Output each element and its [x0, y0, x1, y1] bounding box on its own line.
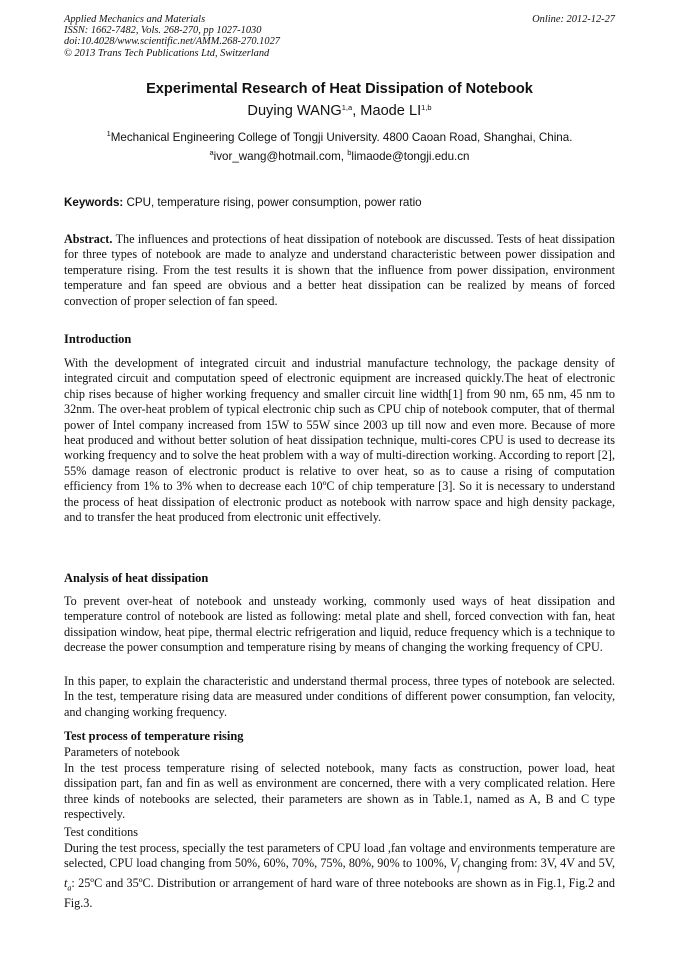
online-date: Online: 2012-12-27	[532, 14, 615, 25]
email-separator: ,	[340, 150, 348, 163]
text-run: changing from: 3V, 4V and 5V,	[459, 856, 615, 871]
abstract	[64, 232, 615, 309]
affiliation	[64, 131, 615, 144]
author-affiliation-mark: 1,b	[421, 103, 432, 112]
analysis-paragraph: In this paper, to explain the characteristic and understand thermal process, three types of notebook are selected. In the test, temperature rising data are measured under conditions of different power consumption, fan velocity, and changing working frequency.	[64, 674, 615, 719]
author-name: Maode LI	[360, 103, 422, 119]
author-name: Duying WANG	[247, 103, 342, 119]
test-conditions-paragraph	[64, 841, 615, 912]
abstract-text: The influences and protections of heat dissipation of notebook are discussed. Tests of heat dissipation for three types of notebook are made to analyze and understand characteristic between power dissipation and temperature rising. From the test results it is shown that the influence from power dissipation, environment temperature and fan speed are obvious and a better heat dissipation can be realized by means of forced convection of proper selection of fan speed.	[64, 232, 615, 308]
analysis-paragraph: To prevent over-heat of notebook and unsteady working, commonly used ways of heat dissipation and temperature control of notebook are listed as following: metal plate and shell, forced convection with fan, heat dissipation window, heat pipe, thermal electric refrigeration and liquid, reduce frequency which is a technique to decrease the power consumption and temperature rising by means of changing the working frequency of CPU.	[64, 594, 615, 655]
journal-header	[64, 14, 615, 59]
subsection-heading: Test conditions	[64, 825, 138, 839]
author-list	[64, 103, 615, 119]
text-run: During the test process, specially the test parameters of CPU load ,fan voltage and environments temperature are selected, CPU load changing from 50%, 60%, 70%, 75%, 80%, 90% to 100%,	[64, 841, 615, 871]
doi-link[interactable]: doi:10.4028/www.scientific.net/AMM.268-270.1027	[64, 36, 280, 48]
subsection-heading: Parameters of notebook	[64, 745, 180, 759]
symbol-ambient-temperature: t	[64, 876, 68, 891]
introduction-paragraph: With the development of integrated circuit and industrial manufacture technology, the package density of integrated circuit and computation speed of electronic equipment are increased quickly.The heat of electronic chip rises because of higher working frequency and smaller circuit line width[1] from 90 nm, 65 nm, 45 nm to 32nm. The over-heat problem of typical electronic chip such as CPU chip of notebook computer, that of thermal power of Intel company increased from 15W to 55W since 2003 up till now and even more. Because of more heat produced and without better solution of heat dissipation technique, multi-cores CPU is used to decrease its working frequency and to solve the heat problem with a way of multi-direction working. According to report [2], 55% damage reason of electronic product is relative to over heat, so as to cause a rising of computation efficiency from 1% to 3% when to decrease each 10ºC of chip temperature [3]. So it is necessary to understand the process of heat dissipation of electronic product as notebook with narrow space and high density package, and to transfer the heat produced from electronic unit effectively.	[64, 356, 615, 525]
journal-name: Applied Mechanics and Materials	[64, 14, 206, 25]
abstract-label: Abstract.	[64, 232, 113, 246]
keywords-text: CPU, temperature rising, power consumption, power ratio	[123, 196, 422, 209]
author-affiliation-mark: 1,a	[341, 103, 353, 112]
email-mark: b	[347, 148, 352, 157]
author-emails	[64, 150, 615, 163]
email-mark: a	[209, 148, 214, 157]
section-heading-introduction: Introduction	[64, 332, 132, 346]
section-heading-test-process: Test process of temperature rising	[64, 729, 244, 743]
copyright-notice: © 2013 Trans Tech Publications Ltd, Switzerland	[64, 47, 270, 59]
author-separator: ,	[352, 103, 361, 119]
affiliation-mark: 1	[106, 129, 111, 138]
text-run: : 25ºC and 35ºC. Distribution or arrangement of hard ware of three notebooks are shown as in Fig.1, Fig.2 and Fig.3.	[64, 876, 615, 911]
issn-info: ISSN: 1662-7482, Vols. 268-270, pp 1027-1030	[64, 25, 262, 37]
symbol-fan-voltage: V	[449, 856, 458, 871]
symbol-subscript: a	[67, 883, 72, 893]
email-link[interactable]: limaode@tongji.edu.cn	[351, 150, 470, 163]
affiliation-text: Mechanical Engineering College of Tongji University. 4800 Caoan Road, Shanghai, China.	[110, 131, 573, 144]
keywords-label: Keywords:	[64, 196, 124, 209]
paper-title: Experimental Research of Heat Dissipation of Notebook	[146, 81, 533, 97]
symbol-subscript: f	[457, 863, 460, 873]
test-process-paragraph: In the test process temperature rising of selected notebook, many facts as construction, power load, heat dissipation part, fan and fin as well as environment are concerned, there with a very complicated relation. Here three kinds of notebooks are selected, their parameters are shown as in Table.1, named as A, B and C type respectively.	[64, 761, 615, 822]
keywords	[64, 196, 615, 209]
email-link[interactable]: ivor_wang@hotmail.com	[213, 150, 341, 163]
section-heading-analysis: Analysis of heat dissipation	[64, 571, 209, 585]
